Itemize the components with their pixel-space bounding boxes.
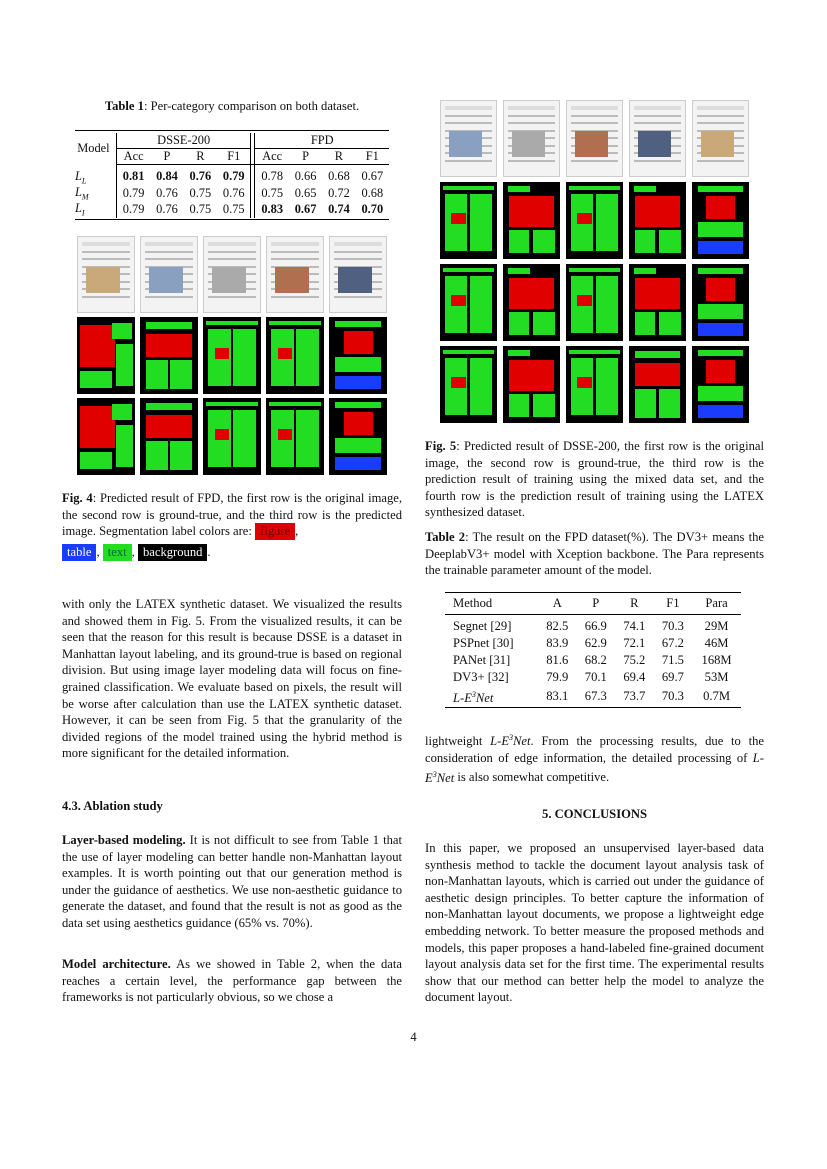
- table2-caption-text: : The result on the FPD dataset(%). The DV3+ means the DeeplabV3+ model with Xception backbone. The Para represents the trainable parameter amount of the model.: [425, 530, 764, 578]
- fig4-predicted-image: [140, 398, 198, 475]
- table2-caption: [425, 529, 764, 579]
- table1-row: [75, 201, 389, 217]
- table2-header: F1: [654, 593, 693, 615]
- table2-cell: 69.7: [661, 670, 684, 684]
- table2-cell: 29M: [704, 619, 729, 633]
- table2-cell: Segnet [29]: [453, 619, 512, 633]
- table1-cell: 0.81: [122, 169, 145, 184]
- table2-row: [445, 615, 741, 636]
- fig5-latex-prediction-image: [629, 346, 686, 423]
- paragraph-text: It is not difficult to see from Table 1 that the use of layer modeling can better handle non-Manhattan layout examples. It is worth pointing out that our generation method is under the guidance of aesthetics. We use non-aesthetic guidance to generate the dataset, and found that the result is not as good as the data set using aesthetics guidance (65% vs. 70%).: [62, 833, 402, 930]
- model-paragraph: [62, 956, 402, 1006]
- table1-cell: 0.83: [261, 202, 284, 217]
- table2-cell: 73.7: [623, 689, 646, 704]
- fig5-latex-prediction-image: [440, 346, 497, 423]
- table1-cell: 0.76: [156, 185, 178, 200]
- table2-cell: 82.5: [546, 619, 569, 633]
- table2-row: [445, 635, 741, 652]
- table1: [75, 130, 389, 220]
- table1-col: F1: [217, 149, 251, 165]
- table2-cell: PANet [31]: [453, 653, 511, 667]
- fig5-ground-truth-image: [566, 182, 623, 259]
- table2-row: [445, 669, 741, 686]
- table2-header: A: [538, 593, 577, 615]
- table1-cell: 0.84: [156, 169, 178, 184]
- table2-cell: 67.3: [584, 689, 607, 704]
- table1-row: [75, 185, 389, 201]
- table1-model-cell: $L_L$: [75, 165, 116, 185]
- table2-cell: 168M: [701, 653, 732, 667]
- fig5-caption: [425, 438, 764, 521]
- fig4-caption: Fig. 4: Predicted result of FPD, the first row is the original image, the second row is ground-true, and the third row is the predicted image. Segmentation label colors are: figure , table , text , background .: [62, 491, 402, 560]
- table1-model-cell: $L_I$: [75, 201, 116, 217]
- paragraph-head: Layer-based modeling.: [62, 833, 186, 847]
- table2-cell: 71.5: [661, 653, 684, 667]
- table1-cell: 0.75: [189, 202, 212, 217]
- fig5-mixed-prediction-image: [566, 264, 623, 341]
- paragraph-text: As we showed in Table 2, when the data reaches a certain level, the performance gap between the frameworks is not particularly obvious, so we chose a: [62, 957, 402, 1005]
- fig4-ground-truth-image: [266, 317, 324, 394]
- paragraph-results: with only the LATEX synthetic dataset. We visualized the results and showed them in Fig. 5. From the visualized results, it can be seen that the reason for this result is because DSSE is a dataset in Manhattan layout labeling, and its ground-true is based on regional division. But using image layer modeling data will focus on fine-grained classification. We evaluate based on pixels, the result will be worse after calculation than use the LATEX synthetic dataset. However, it can be seen from Fig. 5 that the granularity of the divided regions of the model trained using the hybrid method is more significant for the detailed information.: [62, 597, 402, 761]
- table1-col: P: [150, 149, 183, 165]
- section-heading: 4.3. Ablation study: [62, 799, 163, 813]
- table2-cell: 66.9: [584, 619, 607, 633]
- table2-cell: 0.7M: [703, 689, 731, 704]
- table1-cell: 0.79: [122, 202, 145, 217]
- table1-col: P: [289, 149, 322, 165]
- table2-label: Table 2: [425, 530, 466, 544]
- table1-row: [75, 165, 389, 185]
- table1-col: F1: [356, 149, 389, 165]
- table2-cell: PSPnet [30]: [453, 636, 514, 650]
- fig4-ground-truth-image: [77, 317, 135, 394]
- table1-cell: 0.75: [189, 185, 212, 200]
- fig4-ground-truth-image: [203, 317, 261, 394]
- table1-cell: 0.67: [361, 169, 384, 184]
- fig5-original-image: [692, 100, 749, 177]
- fig5-ground-truth-image: [629, 182, 686, 259]
- table1-cell: 0.76: [222, 185, 245, 200]
- fig4-predicted-image: [77, 398, 135, 475]
- table1-group2: FPD: [255, 133, 389, 149]
- table2-cell: 83.1: [546, 689, 569, 704]
- table2-header: Method: [445, 593, 538, 615]
- table2-cell: 46M: [704, 636, 729, 650]
- paragraph-conclusion: In this paper, we proposed an unsupervised layer-based data synthesis method to tackle the document layout analysis task of non-Manhattan layouts, which is carried out under the guidance of aesthetic design principles. To better capture the information of non-Manhattan layout documents, we propose a lightweight edge embedding network. To better measure the proposed methods and models, this paper proposes a hand-labeled fine-grained document layout analysis data set for the first time. The experimental results show that our method can better help the model to analyze the document layout.: [425, 841, 764, 1005]
- fig5-ground-truth-image: [440, 182, 497, 259]
- table1-col: R: [184, 149, 217, 165]
- table1-group1: DSSE-200: [116, 133, 251, 149]
- paragraph-lightweight: lightweight $L-E^3Net$. From the processing results, due to the consideration of edge information, the detailed processing of $L-E^3Net$ is also somewhat competitive.: [425, 733, 764, 785]
- table2-cell: 81.6: [546, 653, 569, 667]
- table1-cell: 0.67: [294, 202, 317, 217]
- table2-cell: DV3+ [32]: [453, 670, 509, 684]
- table1-cell: 0.76: [156, 202, 178, 217]
- fig4-image-grid: [77, 236, 387, 476]
- fig5-mixed-prediction-image: [503, 264, 560, 341]
- fig4-original-image: [203, 236, 261, 313]
- fig5-latex-prediction-image: [503, 346, 560, 423]
- table2-cell: 69.4: [623, 670, 646, 684]
- table2-row: [445, 686, 741, 707]
- table2-cell: 62.9: [584, 636, 607, 650]
- table2-cell: 75.2: [623, 653, 646, 667]
- table2-cell: 67.2: [661, 636, 684, 650]
- table1-caption-text: : Per-category comparison on both dataset.: [143, 99, 360, 113]
- table1-col: Acc: [255, 149, 289, 165]
- fig5-ground-truth-image: [503, 182, 560, 259]
- legend-table: table: [62, 544, 96, 561]
- conclusion-paragraph: [425, 840, 764, 1006]
- fig5-mixed-prediction-image: [692, 264, 749, 341]
- fig4-original-image: [140, 236, 198, 313]
- table1-label: Table 1: [104, 99, 144, 113]
- fig4-ground-truth-image: [140, 317, 198, 394]
- right-paragraph: [425, 730, 764, 786]
- table1-cell: 0.72: [328, 185, 350, 200]
- section-heading: 5. CONCLUSIONS: [542, 807, 647, 821]
- table2-cell: 68.2: [584, 653, 607, 667]
- fig5-mixed-prediction-image: [629, 264, 686, 341]
- paragraph-head: Model architecture.: [62, 957, 171, 971]
- table1-cell: 0.75: [261, 185, 284, 200]
- table1-cell: 0.65: [294, 185, 317, 200]
- table1-cell: 0.79: [122, 185, 145, 200]
- table2-cell: 70.3: [661, 619, 684, 633]
- table1-cell: 0.66: [294, 169, 317, 184]
- fig5-original-image: [440, 100, 497, 177]
- table1-cell: 0.79: [222, 169, 245, 184]
- table2-row: [445, 652, 741, 669]
- legend-text: text: [103, 544, 132, 561]
- table2-cell: 79.9: [546, 670, 569, 684]
- fig4-label: Fig. 4: [62, 491, 93, 505]
- fig4-original-image: [329, 236, 387, 313]
- fig5-latex-prediction-image: [566, 346, 623, 423]
- fig4-predicted-image: [329, 398, 387, 475]
- layer-paragraph: [62, 832, 402, 932]
- fig4-ground-truth-image: [329, 317, 387, 394]
- fig5-original-image: [566, 100, 623, 177]
- fig5-label: Fig. 5: [425, 439, 457, 453]
- fig5-original-image: [503, 100, 560, 177]
- fig4-caption-text: : Predicted result of FPD, the first row is the original image, the second row is ground-true, and the third row is the predicted image. Segmentation label colors are:: [62, 491, 402, 539]
- table2-cell: 70.1: [584, 670, 607, 684]
- table2-cell: 53M: [704, 670, 729, 684]
- page-number: 4: [410, 1030, 417, 1044]
- table1-col: Acc: [116, 149, 150, 165]
- legend-background: background: [138, 544, 207, 561]
- table1-model-header: Model: [75, 133, 116, 165]
- table2-cell: 83.9: [546, 636, 569, 650]
- table1-cell: 0.76: [189, 169, 212, 184]
- fig4-predicted-image: [266, 398, 324, 475]
- table2-cell: 72.1: [623, 636, 646, 650]
- fig5-mixed-prediction-image: [440, 264, 497, 341]
- table2-cell: 70.3: [661, 689, 684, 704]
- table1-caption: [62, 98, 402, 115]
- table1-cell: 0.78: [261, 169, 284, 184]
- fig4-original-image: [77, 236, 135, 313]
- fig4-original-image: [266, 236, 324, 313]
- section-5-heading: [425, 806, 764, 823]
- fig5-latex-prediction-image: [692, 346, 749, 423]
- table1-cell: 0.74: [328, 202, 350, 217]
- table1-col: R: [322, 149, 355, 165]
- table2-header: P: [577, 593, 616, 615]
- fig5-caption-text: : Predicted result of DSSE-200, the first row is the original image, the second row is ground-true, the third row is the prediction result of training using the mixed data set, and the fourth row is the prediction result of training using the LATEX synthesized dataset.: [425, 439, 764, 520]
- fig4-predicted-image: [203, 398, 261, 475]
- table1-cell: 0.70: [361, 202, 384, 217]
- table1-cell: 0.75: [222, 202, 245, 217]
- fig5-image-grid: [440, 100, 750, 425]
- table2: [445, 592, 741, 708]
- table2-header: Para: [692, 593, 741, 615]
- left-paragraph: [62, 596, 402, 762]
- table2-header: R: [615, 593, 654, 615]
- table2-cell: $L-E^3Net$: [453, 690, 494, 706]
- table1-cell: 0.68: [328, 169, 350, 184]
- table1-cell: 0.68: [361, 185, 384, 200]
- fig5-original-image: [629, 100, 686, 177]
- fig5-ground-truth-image: [692, 182, 749, 259]
- legend-figure: figure: [255, 523, 295, 540]
- section-4-3-heading: [62, 798, 402, 815]
- table1-model-cell: $L_M$: [75, 185, 116, 201]
- table2-cell: 74.1: [623, 619, 646, 633]
